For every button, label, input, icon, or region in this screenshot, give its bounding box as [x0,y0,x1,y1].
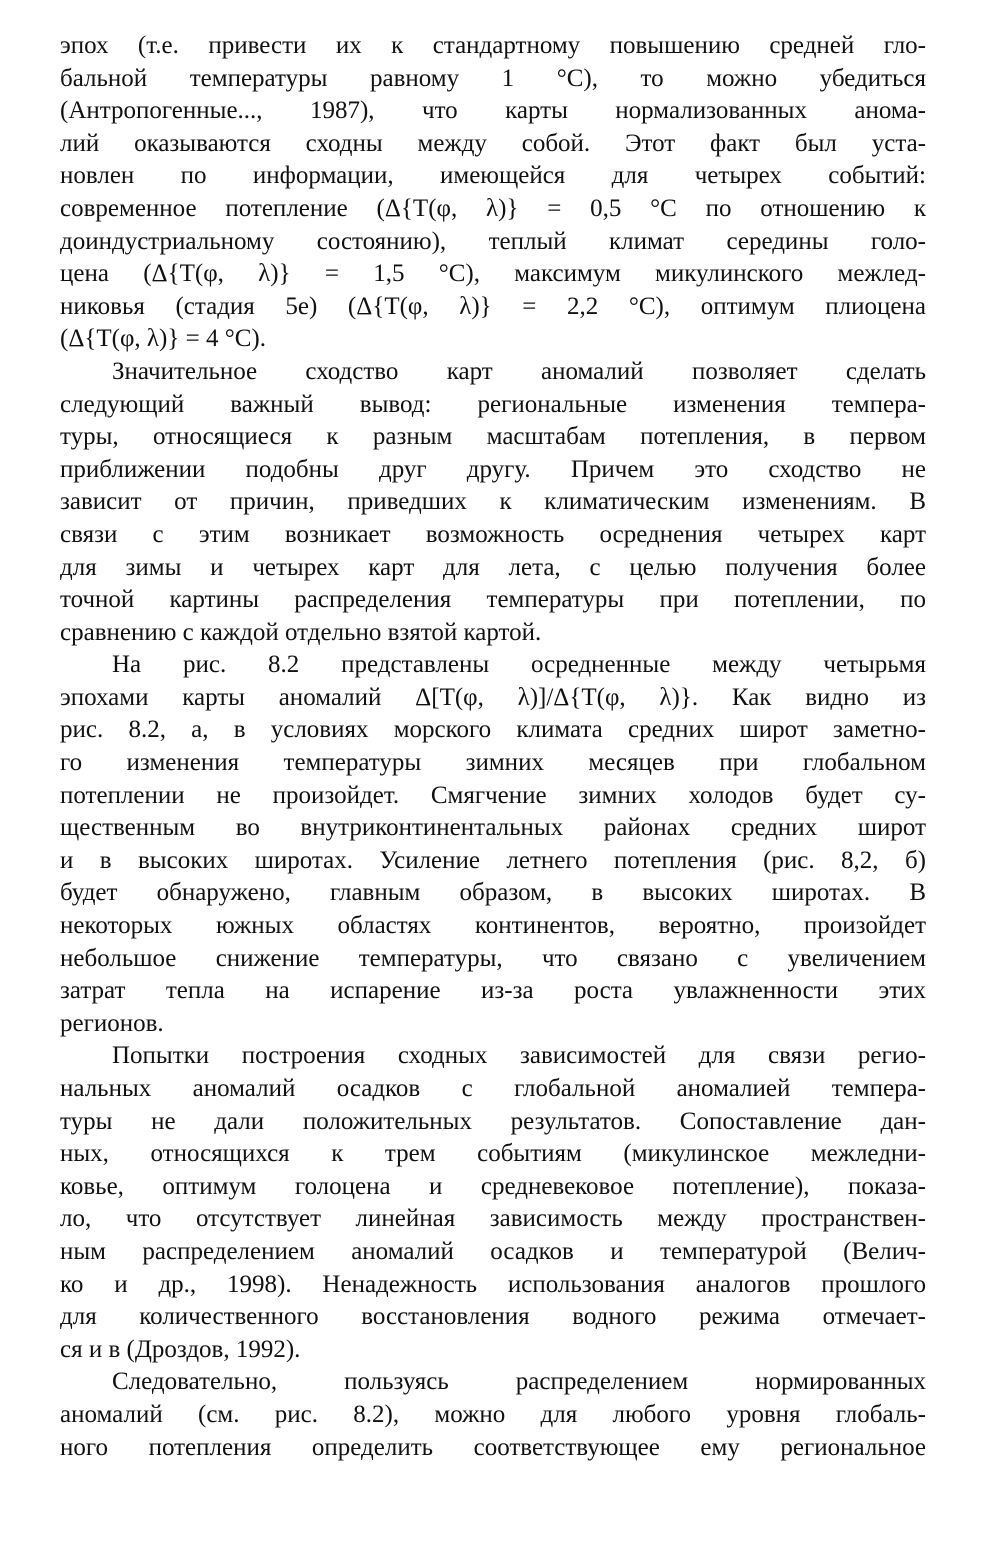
text-line: (Δ{T(φ, λ)} = 4 °С). [60,325,266,353]
paragraph-5 [60,1366,926,1464]
text-line: (Антропогенные..., 1987), что карты нормализованных анома- [60,97,926,125]
text-line: точной картины распределения температуры при потеплении, по [60,586,926,614]
text-line: туры не дали положительных результатов. Сопоставление дан- [60,1107,926,1135]
text-line: щественным во внутриконтинентальных районах средних широт [60,814,926,842]
text-line: никовья (стадия 5е) (Δ{T(φ, λ)} = 2,2 °С), оптимум плиоцена [60,292,926,320]
text-line: ко и др., 1998). Ненадежность использования аналогов прошлого [60,1270,926,1298]
paragraph-3 [60,649,926,1040]
text-line: бальной температуры равному 1 °С), то можно убедиться [60,64,926,92]
text-line: будет обнаружено, главным образом, в высоких широтах. В [60,879,926,907]
text-line: и в высоких широтах. Усиление летнего потепления (рис. 8,2, б) [60,846,926,874]
text-line: небольшое снижение температуры, что связано с увеличением [60,944,926,972]
text-line: регионов. [60,1009,164,1037]
text-line: ным распределением аномалий осадков и температурой (Велич- [60,1237,926,1265]
text-line: сравнению с каждой отдельно взятой картой. [60,618,542,646]
text-line: На рис. 8.2 представлены осредненные между четырьмя [112,651,926,679]
text-line: рис. 8.2, а, в условиях морского климата средних широт заметно- [60,716,926,744]
text-line: современное потепление (Δ{T(φ, λ)} = 0,5 °С по отношению к [60,194,926,222]
text-line: потеплении не произойдет. Смягчение зимних холодов будет су- [60,781,926,809]
paragraph-4 [60,1040,926,1366]
text-line: приближении подобны друг другу. Причем это сходство не [60,455,926,483]
text-line: нальных аномалий осадков с глобальной аномалией темпера- [60,1075,926,1102]
text-line: эпохами карты аномалий Δ[T(φ, λ)]/Δ{T(φ, λ)}. Как видно из [60,683,926,711]
text-line: Значительное сходство карт аномалий позволяет сделать [112,357,926,385]
text-line: эпох (т.е. привести их к стандартному повышению средней гло- [60,32,926,59]
text-line: зависит от причин, приведших к климатическим изменениям. В [60,488,926,516]
text-line: некоторых южных областях континентов, вероятно, произойдет [60,912,926,940]
text-line: Попытки построения сходных зависимостей для связи регио- [112,1042,926,1070]
text-line: ного потепления определить соответствующее ему региональное [60,1433,926,1461]
paragraph-2 [60,356,926,649]
text-line: связи с этим возникает возможность осреднения четырех карт [60,520,926,548]
text-line: го изменения температуры зимних месяцев при глобальном [60,749,926,777]
text-line: доиндустриальному состоянию), теплый климат середины голо- [60,227,926,255]
text-line: затрат тепла на испарение из-за роста увлажненности этих [60,977,926,1005]
text-line: цена (Δ{T(φ, λ)} = 1,5 °С), максимум микулинского межлед- [60,260,926,288]
text-line: Следовательно, пользуясь распределением нормированных [112,1368,926,1396]
text-line: для количественного восстановления водного режима отмечает- [60,1303,926,1331]
paragraph-1 [60,30,926,356]
text-line: следующий важный вывод: региональные изменения темпера- [60,390,926,418]
text-line: ся и в (Дроздов, 1992). [60,1335,301,1363]
text-line: аномалий (см. рис. 8.2), можно для любого уровня глобаль- [60,1400,926,1428]
text-line: ковье, оптимум голоцена и средневековое потепление), показа- [60,1172,926,1200]
text-line: ных, относящихся к трем событиям (микулинское межледни- [60,1140,926,1168]
page-body [60,30,926,1464]
text-line: лий оказываются сходны между собой. Этот факт был уста- [60,129,926,157]
text-line: новлен по информации, имеющейся для четырех событий: [60,162,926,190]
text-line: туры, относящиеся к разным масштабам потепления, в первом [60,423,926,451]
text-line: для зимы и четырех карт для лета, с целью получения более [60,553,926,581]
text-line: ло, что отсутствует линейная зависимость между пространствен- [60,1205,926,1233]
